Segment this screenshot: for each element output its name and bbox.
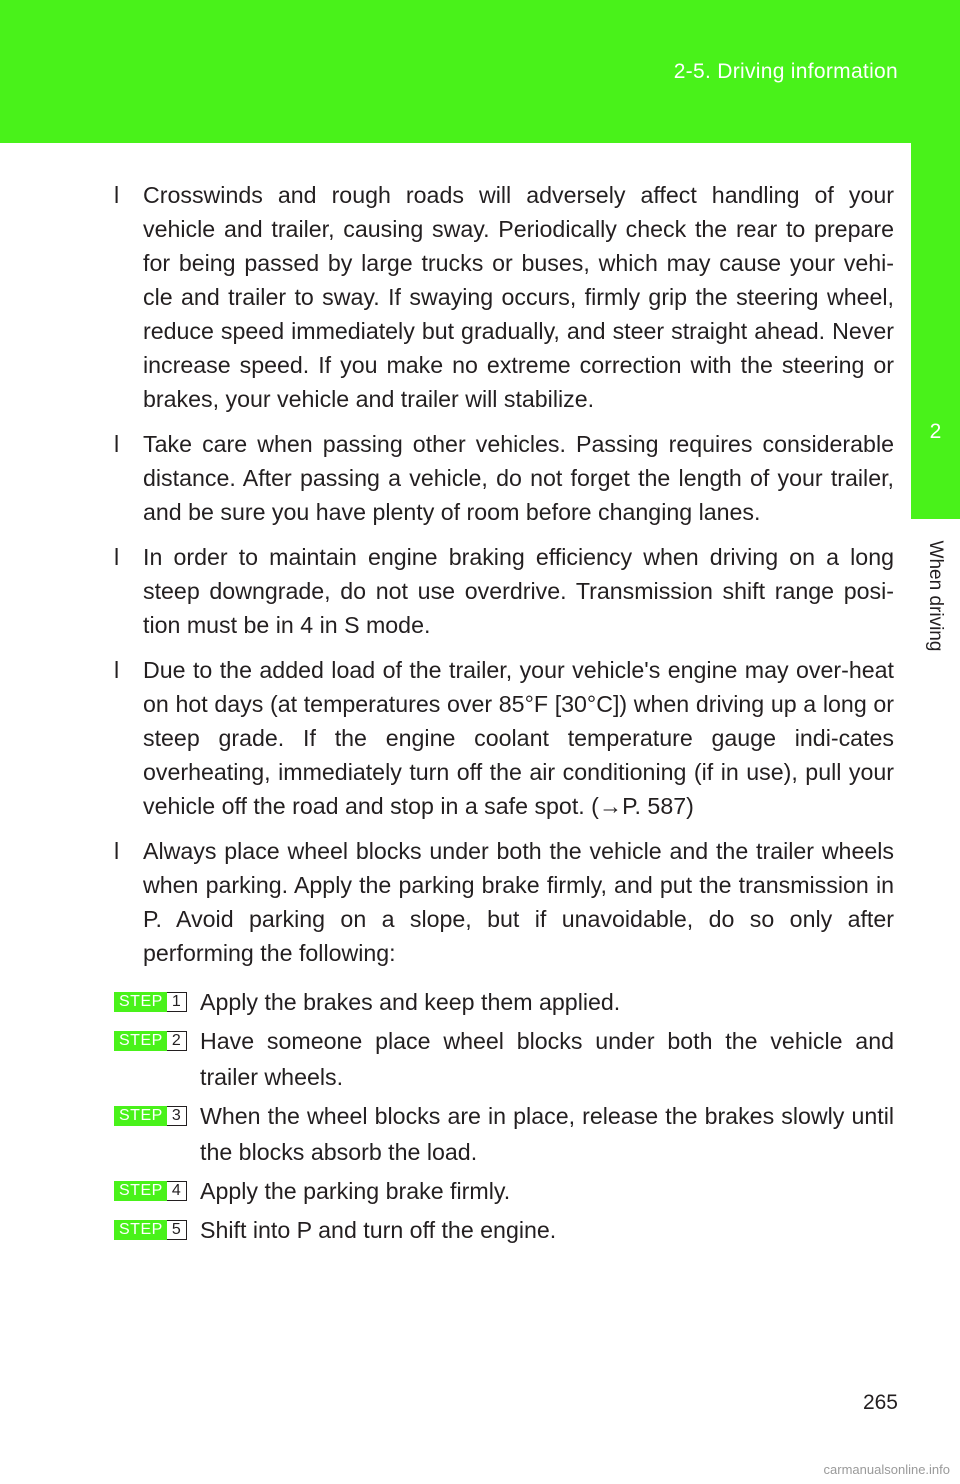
step-item bbox=[114, 984, 894, 1020]
bullet-item bbox=[114, 653, 894, 823]
bullet-marker: l bbox=[114, 838, 120, 864]
bullet-marker: l bbox=[114, 182, 120, 208]
watermark: carmanualsonline.info bbox=[823, 1462, 950, 1477]
step-badge: STEP 5 bbox=[114, 1220, 187, 1240]
bullet-marker: l bbox=[114, 657, 120, 683]
step-badge: STEP 4 bbox=[114, 1181, 187, 1201]
bullet-item bbox=[114, 540, 894, 642]
page-content bbox=[114, 178, 894, 1251]
step-badge: STEP 3 bbox=[114, 1106, 187, 1126]
step-list bbox=[114, 984, 894, 1248]
step-item bbox=[114, 1173, 894, 1209]
chapter-label: When driving bbox=[925, 540, 946, 652]
step-text: Have someone place wheel blocks under both the vehicle and trailer wheels. bbox=[200, 1028, 894, 1090]
step-item bbox=[114, 1098, 894, 1170]
step-text: Shift into P and turn off the engine. bbox=[200, 1217, 557, 1243]
bullet-text: Crosswinds and rough roads will adversely affect handling of your vehicle and trailer, causing sway. Periodically check the rear to prepare for being passed by large trucks or buses, which may cause your vehi-cle and trailer to sway. If swaying occurs, firmly grip the steering wheel, reduce speed immediately but gradually, and steer straight ahead. Never increase speed. If you make no extreme correction with the steering or brakes, your vehicle and trailer will stabilize. bbox=[143, 182, 894, 412]
bullet-text: Take care when passing other vehicles. Passing requires considerable distance. After passing a vehicle, do not forget the length of your trailer, and be sure you have plenty of room before changing lanes. bbox=[143, 431, 894, 525]
step-item bbox=[114, 1212, 894, 1248]
bullet-marker: l bbox=[114, 544, 120, 570]
page-number: 265 bbox=[862, 1391, 898, 1414]
step-badge: STEP 2 bbox=[114, 1031, 187, 1051]
step-badge: STEP 1 bbox=[114, 992, 187, 1012]
bullet-item bbox=[114, 834, 894, 970]
bullet-text: Due to the added load of the trailer, your vehicle's engine may over-heat on hot days (at temperatures over 85°F [30°C]) when driving up a long or steep grade. If the engine coolant temperature gauge indi-cates overheating, immediately turn off the air conditioning (if in use), pull your vehicle off the road and stop in a safe spot. (→P. 587) bbox=[143, 657, 894, 819]
bullet-text: In order to maintain engine braking efficiency when driving on a long steep downgrade, do not use overdrive. Transmission shift range posi-tion must be in 4 in S mode. bbox=[143, 544, 894, 638]
bullet-marker: l bbox=[114, 431, 120, 457]
bullet-text: Always place wheel blocks under both the vehicle and the trailer wheels when parking. Apply the parking brake firmly, and put the transmission in P. Avoid parking on a slope, but if unavoidable, do so only after performing the following: bbox=[143, 838, 894, 966]
step-text: Apply the parking brake firmly. bbox=[200, 1178, 511, 1204]
bullet-item bbox=[114, 427, 894, 529]
chapter-tab bbox=[911, 143, 960, 519]
section-title: 2-5. Driving information bbox=[673, 60, 898, 83]
step-text: When the wheel blocks are in place, release the brakes slowly until the blocks absorb the load. bbox=[200, 1103, 894, 1165]
step-text: Apply the brakes and keep them applied. bbox=[200, 989, 621, 1015]
chapter-number: 2 bbox=[929, 420, 942, 443]
step-item bbox=[114, 1023, 894, 1095]
bullet-item bbox=[114, 178, 894, 416]
